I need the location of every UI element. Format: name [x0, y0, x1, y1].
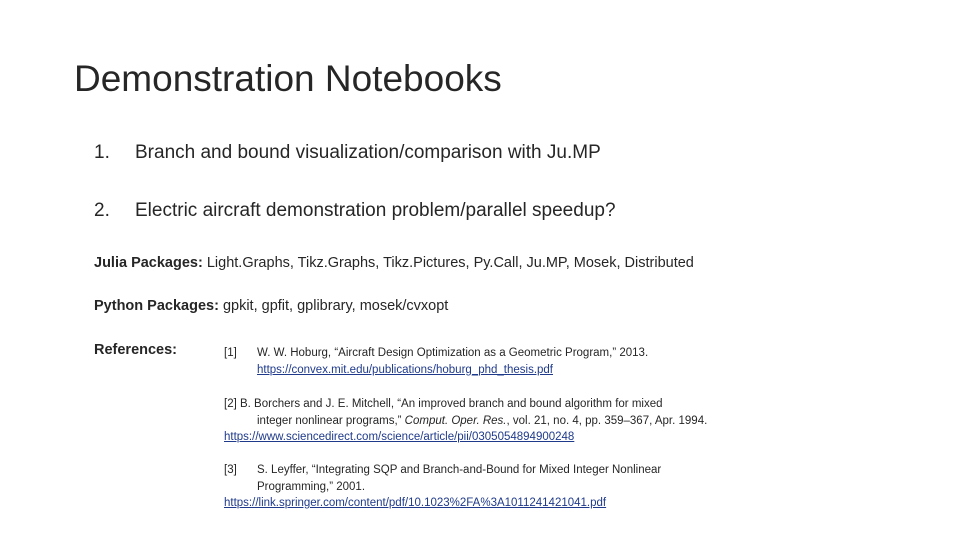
- python-packages-value: gpkit, gpfit, gplibrary, mosek/cvxopt: [218, 298, 449, 314]
- reference-text: , vol. 21, no. 4, pp. 359–367, Apr. 1994.: [506, 414, 708, 427]
- julia-packages-label: Julia Packages:: [94, 255, 203, 271]
- reference-text: W. W. Hoburg, “Aircraft Design Optimization as a Geometric Program,” 2013.: [257, 347, 649, 359]
- slide-title: Demonstration Notebooks: [74, 58, 502, 99]
- list-item-text: Electric aircraft demonstration problem/parallel speedup?: [135, 200, 616, 221]
- reference-link[interactable]: https://link.springer.com/content/pdf/10.1023%2FA%3A1011241421041.pdf: [224, 497, 607, 509]
- python-packages-label: Python Packages:: [94, 298, 219, 314]
- reference-text: B. Borchers and J. E. Mitchell, “An improved branch and bound algorithm for mixed: [236, 398, 663, 410]
- reference-text: integer nonlinear programs,”: [257, 414, 405, 427]
- reference-number: [2]: [224, 398, 237, 410]
- list-item: [94, 200, 616, 222]
- list-item-number: 2.: [94, 200, 110, 221]
- reference-link[interactable]: https://convex.mit.edu/publications/hoburg_phd_thesis.pdf: [257, 363, 553, 376]
- reference-item: [224, 396, 707, 446]
- list-item: [94, 142, 601, 164]
- list-item-text: Branch and bound visualization/comparison with Ju.MP: [135, 142, 601, 163]
- python-packages: [94, 298, 448, 314]
- list-item-number: 1.: [94, 142, 110, 163]
- reference-text: S. Leyffer, “Integrating SQP and Branch-and-Bound for Mixed Integer Nonlinear: [257, 464, 662, 476]
- julia-packages: [94, 255, 694, 271]
- reference-item: [224, 462, 661, 512]
- reference-number: [1]: [224, 347, 237, 359]
- reference-item: [224, 345, 648, 378]
- reference-number: [3]: [224, 464, 237, 476]
- reference-journal: Comput. Oper. Res.: [404, 414, 507, 427]
- reference-link[interactable]: https://www.sciencedirect.com/science/article/pii/0305054894900248: [224, 431, 575, 443]
- julia-packages-value: Light.Graphs, Tikz.Graphs, Tikz.Pictures, Py.Call, Ju.MP, Mosek, Distributed: [202, 255, 694, 271]
- reference-text: Programming,” 2001.: [257, 480, 366, 493]
- references-label: References:: [94, 342, 178, 358]
